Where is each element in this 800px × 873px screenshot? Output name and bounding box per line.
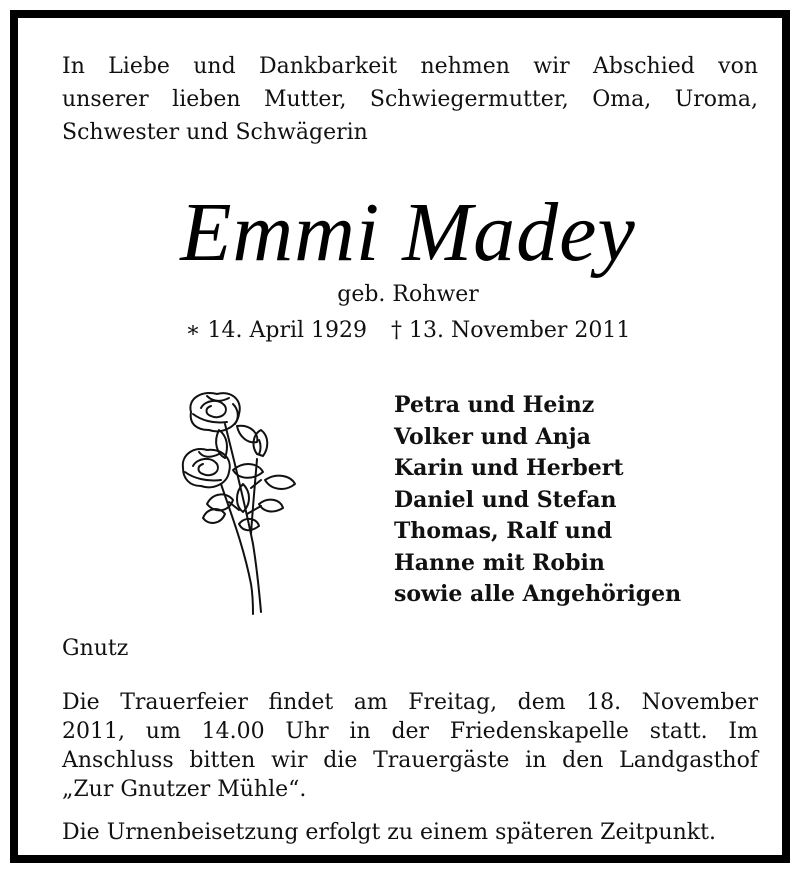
mourner: Thomas, Ralf und bbox=[394, 518, 613, 544]
intro-line: unserer lieben Mutter, Schwiegermutter, Oma, Uroma, bbox=[62, 87, 758, 112]
ceremony-line: „Zur Gnutzer Mühle“. bbox=[62, 777, 307, 802]
mourner: Petra und Heinz bbox=[394, 392, 595, 418]
mourner: sowie alle Angehörigen bbox=[394, 581, 682, 607]
place-name: Gnutz bbox=[62, 636, 129, 661]
mourner: Karin und Herbert bbox=[394, 455, 624, 481]
deceased-name: Emmi Madey bbox=[180, 186, 636, 279]
ceremony-line: 2011, um 14.00 Uhr in der Friedenskapelle statt. Im bbox=[62, 719, 758, 744]
burial-note: Die Urnenbeisetzung erfolgt zu einem späteren Zeitpunkt. bbox=[62, 820, 716, 845]
mourner: Daniel und Stefan bbox=[394, 486, 617, 513]
ceremony-line: Anschluss bitten wir die Trauergäste in den Landgasthof bbox=[62, 748, 758, 773]
obituary-notice bbox=[10, 10, 790, 863]
ceremony-line: Die Trauerfeier findet am Freitag, dem 18. November bbox=[62, 690, 758, 715]
mourner: Volker und Anja bbox=[394, 423, 591, 450]
ceremony-info bbox=[62, 688, 758, 804]
birth-name: geb. Rohwer bbox=[337, 282, 479, 307]
rose-icon bbox=[173, 384, 298, 619]
intro-text bbox=[62, 50, 758, 149]
intro-line: In Liebe und Dankbarkeit nehmen wir Abschied von bbox=[62, 54, 758, 79]
death-date: † 13. November 2011 bbox=[391, 318, 631, 343]
intro-line: Schwester und Schwägerin bbox=[62, 120, 368, 145]
birth-date: ∗ 14. April 1929 bbox=[185, 318, 368, 343]
mourners-list bbox=[394, 390, 681, 611]
mourner: Hanne mit Robin bbox=[394, 549, 605, 576]
life-dates bbox=[18, 316, 798, 346]
